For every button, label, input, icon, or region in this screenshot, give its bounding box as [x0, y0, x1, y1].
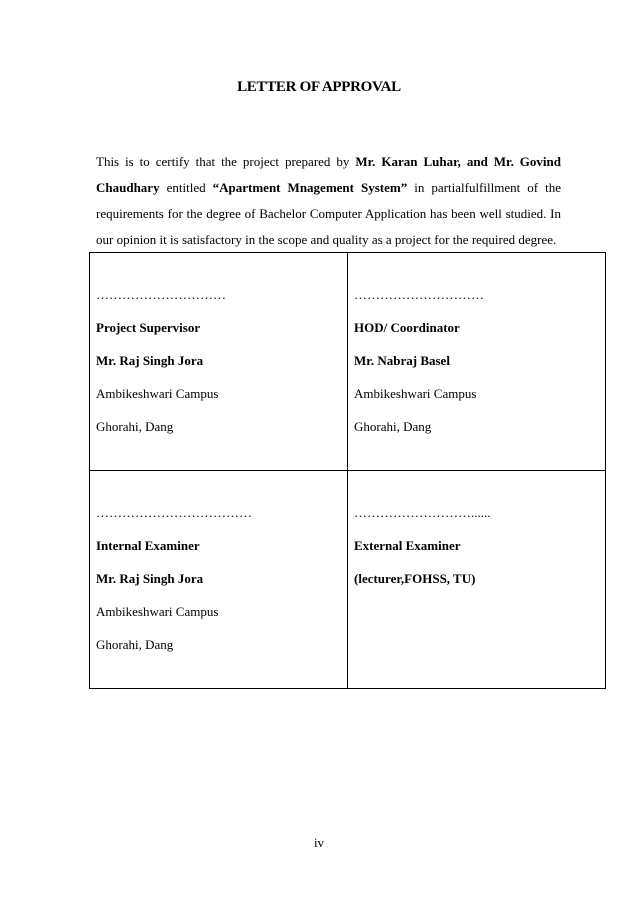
signatory-role: External Examiner — [354, 538, 461, 553]
signatory-role: Project Supervisor — [96, 320, 201, 335]
signature-cell-external-examiner — [348, 471, 606, 689]
signature-line: ………………………… — [354, 287, 484, 302]
project-title: “Apartment Mnagement System” — [212, 180, 408, 195]
signature-cell-hod — [348, 253, 606, 471]
signatory-institution: Ambikeshwari Campus — [354, 386, 477, 401]
signatory-role: HOD/ Coordinator — [354, 320, 460, 335]
signature-line: ……………………………… — [96, 505, 252, 520]
signatory-location: Ghorahi, Dang — [354, 419, 432, 434]
paragraph-text-1: This is to certify that the project prepared by — [96, 154, 356, 169]
signature-line: ………………………...... — [354, 505, 491, 520]
signatory-name: (lecturer,FOHSS, TU) — [354, 571, 476, 586]
page-title: LETTER OF APPROVAL — [237, 79, 401, 95]
student-names: Mr. Karan Luhar, and Mr. Govind Chaudhary — [96, 154, 561, 195]
signatory-location: Ghorahi, Dang — [96, 419, 174, 434]
signature-cell-internal-examiner — [90, 471, 348, 689]
signatory-location: Ghorahi, Dang — [96, 637, 174, 652]
approval-paragraph — [96, 149, 561, 253]
signatory-institution: Ambikeshwari Campus — [96, 604, 219, 619]
signature-line: ………………………… — [96, 287, 226, 302]
signature-table — [89, 252, 606, 689]
paragraph-text-2: entitled — [159, 180, 213, 195]
signatory-name: Mr. Raj Singh Jora — [96, 571, 204, 586]
signatory-role: Internal Examiner — [96, 538, 200, 553]
signatory-institution: Ambikeshwari Campus — [96, 386, 219, 401]
page-number: iv — [313, 835, 325, 850]
signature-cell-supervisor — [90, 253, 348, 471]
signatory-name: Mr. Raj Singh Jora — [96, 353, 204, 368]
paragraph-text-3: in partialfulfillment of the requirements for the degree of Bachelor Computer Application has been well studied. In our opinion it is satisfactory in the scope and quality as a project for the required degree. — [96, 180, 561, 247]
signatory-name: Mr. Nabraj Basel — [354, 353, 450, 368]
